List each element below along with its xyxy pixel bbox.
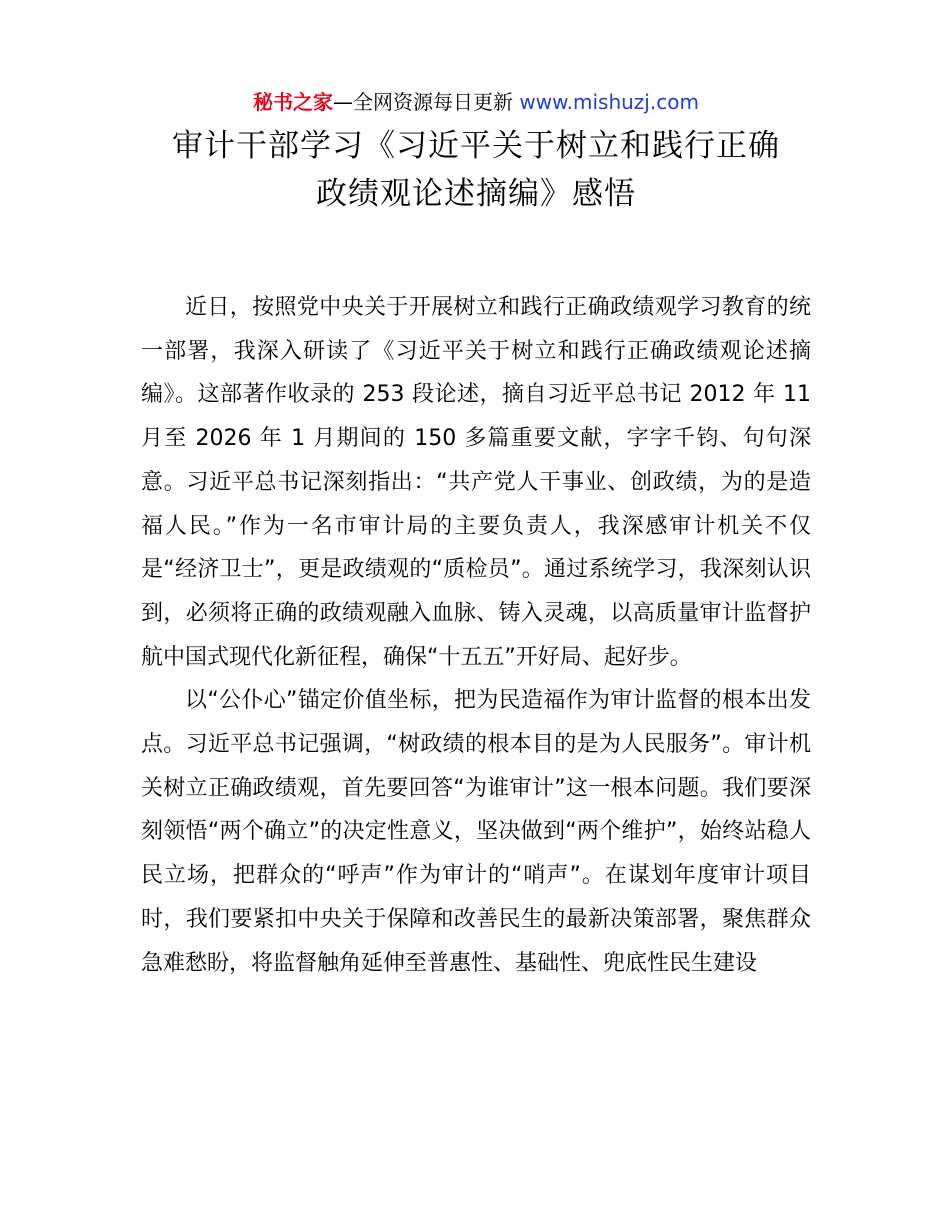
document-title: [141, 122, 811, 218]
document-title-line-2: 政绩观论述摘编》感悟: [316, 176, 636, 212]
site-slogan: —全网资源每日更新: [333, 90, 520, 114]
site-header: [141, 0, 811, 116]
body-paragraph-1: 近日，按照党中央关于开展树立和践行正确政绩观学习教育的统一部署，我深入研读了《习近平关于树立和践行正确政绩观论述摘编》。这部著作收录的 253 段论述，摘自习近平总书记 2012 年 11 月至 2026 年 1 月期间的 150 多篇重要文献，字字千钧、句句深意。习近平总书记深刻指出：“共产党人干事业、创政绩，为的是造福人民。”作为一名市审计局的主要负责人，我深感审计机关不仅是“经济卫士”，更是政绩观的“质检员”。通过系统学习，我深刻认识到，必须将正确的政绩观融入血脉、铸入灵魂，以高质量审计监督护航中国式现代化新征程，确保“十五五”开好局、起好步。: [141, 295, 811, 670]
document-body: [141, 286, 811, 985]
body-paragraph-2: 以“公仆心”锚定价值坐标，把为民造福作为审计监督的根本出发点。习近平总书记强调，“树政绩的根本目的是为人民服务”。审计机关树立正确政绩观，首先要回答“为谁审计”这一根本问题。我们要深刻领悟“两个确立”的决定性意义，坚决做到“两个维护”，始终站稳人民立场，把群众的“呼声”作为审计的“哨声”。在谋划年度审计项目时，我们要紧扣中央关于保障和改善民生的最新决策部署，聚焦群众急难愁盼，将监督触角延伸至普惠性、基础性、兜底性民生建设: [141, 688, 811, 976]
document-title-line-1: 审计干部学习《习近平关于树立和践行正确: [172, 128, 780, 164]
site-url-link[interactable]: www.mishuzj.com: [519, 90, 699, 114]
site-brand: 秘书之家: [253, 90, 334, 114]
